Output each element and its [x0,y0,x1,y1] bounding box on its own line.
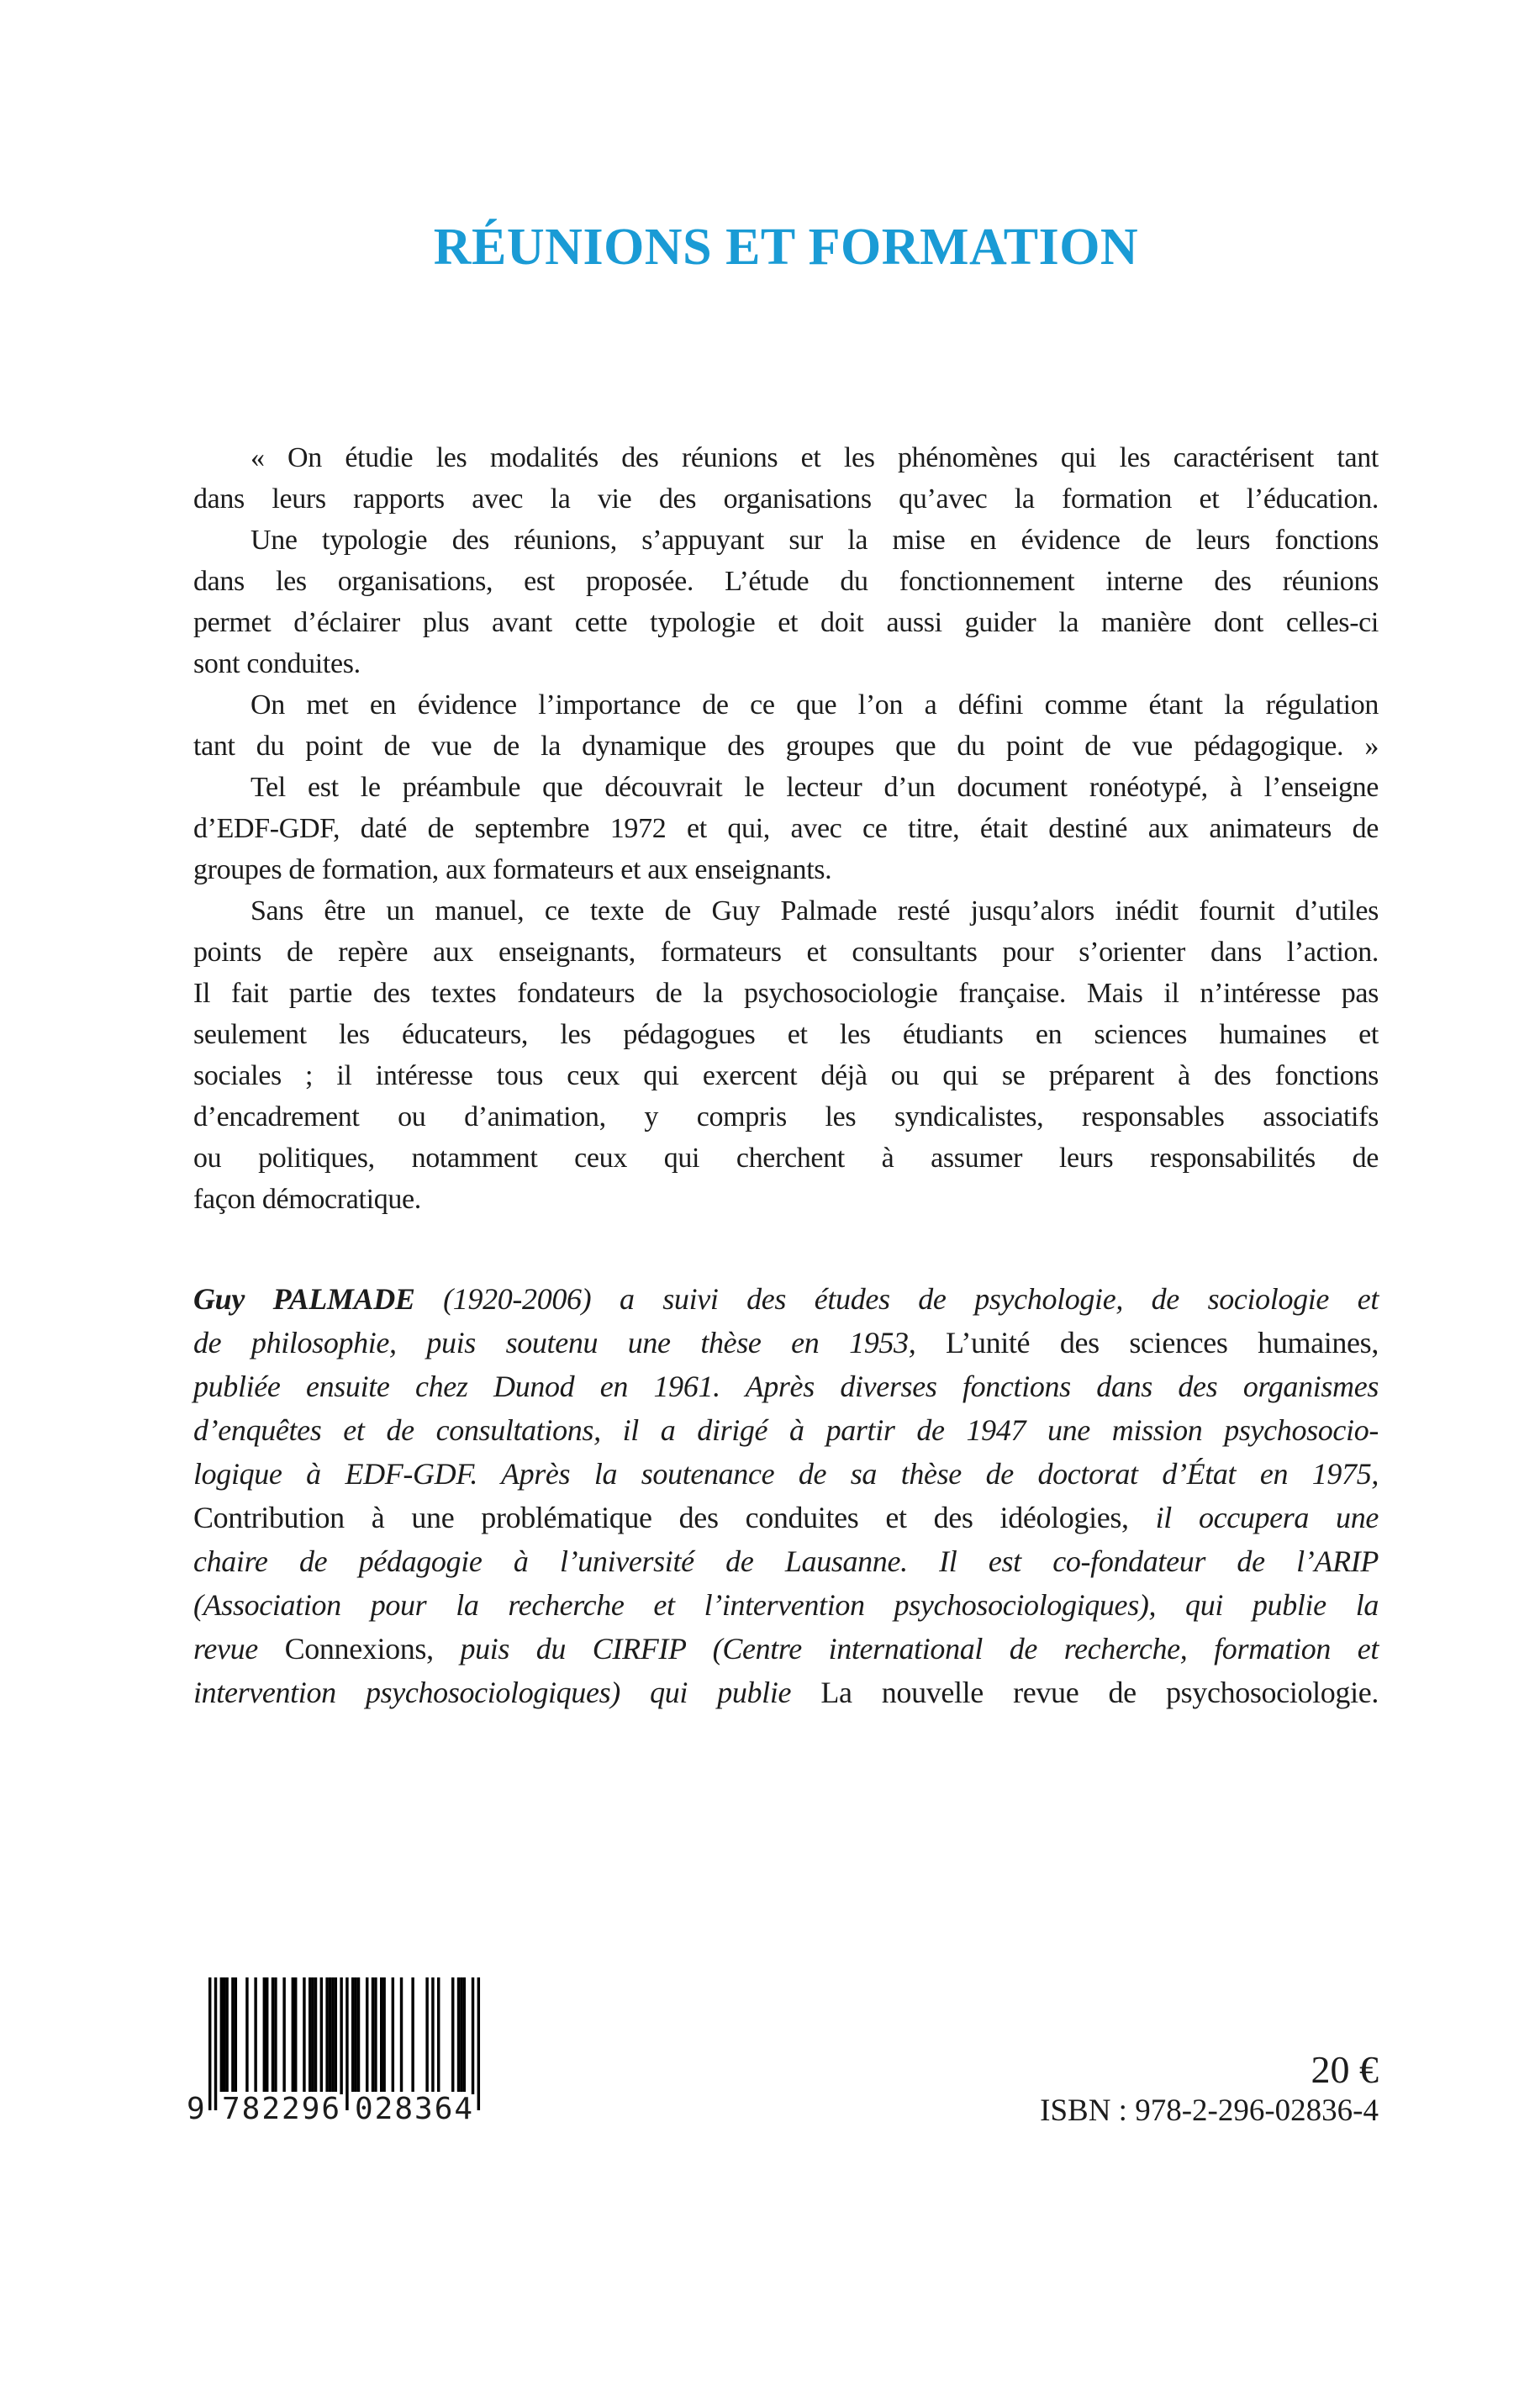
quote-paragraph-3 [193,684,1379,767]
book-title: RÉUNIONS ET FORMATION [433,219,1139,276]
bio-line: (Association pour la recherche et l’intervention psychosociologiques), qui publie la [193,1588,1379,1622]
barcode-right-digits: 028364 [355,2092,475,2126]
text-line: groupes de formation, aux formateurs et aux enseignants. [193,854,832,885]
text-line: permet d’éclairer plus avant cette typologie et doit aussi guider la manière dont celles-ci [193,607,1379,638]
text-line: tant du point de vue de la dynamique des groupes que du point de vue pédagogique. » [193,731,1379,762]
price-label: 20 € [1311,2048,1379,2091]
text-line: dans les organisations, est proposée. L’étude du fonctionnement interne des réunions [193,566,1379,597]
text-line: d’EDF-GDF, daté de septembre 1972 et qui, avec ce titre, était destiné aux animateurs de [193,813,1379,844]
text-line: Une typologie des réunions, s’appuyant sur la mise en évidence de leurs fonctions [251,525,1379,556]
back-cover-text [193,437,1379,1220]
text-line: Tel est le préambule que découvrait le lecteur d’un document ronéotypé, à l’enseigne [251,772,1379,803]
bio-line: Contribution à une problématique des conduites et des idéologies, il occupera une [193,1501,1379,1534]
text-line: Sans être un manuel, ce texte de Guy Palmade resté jusqu’alors inédit fournit d’utiles [251,895,1379,927]
text-line: On met en évidence l’importance de ce que l’on a défini comme étant la régulation [251,689,1379,721]
text-line: d’encadrement ou d’animation, y compris les syndicalistes, responsables associatifs [193,1101,1379,1132]
text-line: dans leurs rapports avec la vie des organisations qu’avec la formation et l’éducation. [193,483,1379,515]
text-line: seulement les éducateurs, les pédagogues et les étudiants en sciences humaines et [193,1019,1379,1050]
bio-line: d’enquêtes et de consultations, il a dirigé à partir de 1947 une mission psychosocio- [193,1413,1379,1447]
barcode-bars [208,1977,481,2110]
bio-line: de philosophie, puis soutenu une thèse en 1953, L’unité des sciences humaines, [193,1326,1379,1359]
isbn-label: ISBN : 978-2-296-02836-4 [1040,2093,1379,2128]
barcode-lead-digit: 9 [187,2092,205,2126]
paragraph-4 [193,767,1379,890]
text-line: Il fait partie des textes fondateurs de la psychosociologie française. Mais il n’intéresse pas [193,978,1379,1009]
text-line: sociales ; il intéresse tous ceux qui exercent déjà ou qui se préparent à des fonctions [193,1060,1379,1091]
bio-line: intervention psychosociologiques) qui publie La nouvelle revue de psychosociologie. [193,1676,1379,1709]
text-line: « On étudie les modalités des réunions et les phénomènes qui les caractérisent tant [251,442,1379,473]
ean13-barcode [187,1977,506,2133]
text-line: sont conduites. [193,648,361,679]
quote-paragraph-1 [193,437,1379,520]
paragraph-5 [193,890,1379,1220]
text-line: points de repère aux enseignants, formateurs et consultants pour s’orienter dans l’action. [193,937,1379,968]
barcode-left-digits: 782296 [222,2092,342,2126]
quote-paragraph-2 [193,520,1379,684]
bio-line: revue Connexions, puis du CIRFIP (Centre international de recherche, formation et [193,1632,1379,1666]
bio-line: Guy PALMADE (1920-2006) a suivi des études de psychologie, de sociologie et [193,1282,1379,1316]
bio-line: publiée ensuite chez Dunod en 1961. Après diverses fonctions dans des organismes [193,1370,1379,1403]
text-line: ou politiques, notamment ceux qui cherchent à assumer leurs responsabilités de [193,1143,1379,1174]
bio-line: logique à EDF-GDF. Après la soutenance de sa thèse de doctorat d’État en 1975, [193,1457,1379,1491]
bio-line: chaire de pédagogie à l’université de Lausanne. Il est co-fondateur de l’ARIP [193,1544,1379,1578]
author-bio [193,1277,1379,1714]
text-line: façon démocratique. [193,1184,421,1215]
